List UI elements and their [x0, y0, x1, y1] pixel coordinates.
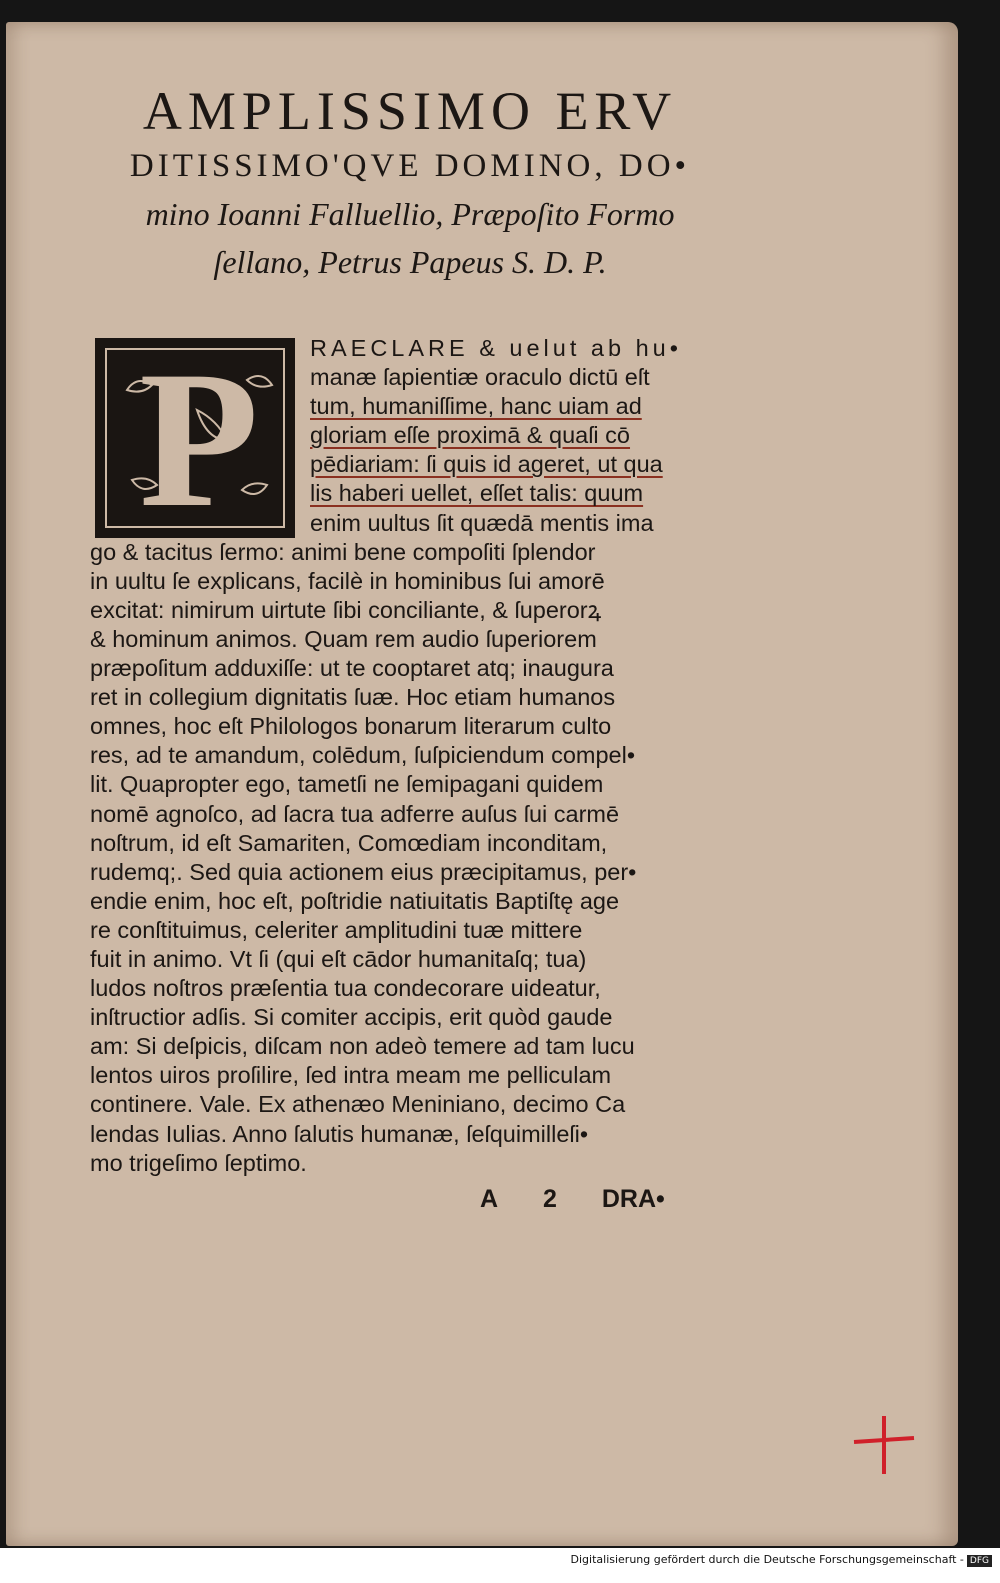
signature-number: 2: [543, 1185, 557, 1213]
dedication-body: [90, 331, 730, 1178]
text-line: rudemq;. Sed quia actionem eius præcipitamus, per•: [90, 858, 637, 885]
heading-line-2: DITISSIMO'QVE DOMINO, DO•: [129, 148, 691, 184]
text-line: excitat: nimirum uirtute ſibi conciliante, & ſuperorꝝ: [90, 596, 602, 623]
text-line: am: Si deſpicis, diſcam non adeò temere ad tam lucu: [90, 1033, 635, 1060]
text-line: endie enim, hoc eſt, poſtridie natiuitatis Baptiſtę age: [90, 887, 620, 914]
text-line: & hominum animos. Quam rem audio ſuperiorem: [90, 625, 597, 652]
text-line: lentos uiros proſilire, ſed intra meam me pelliculam: [90, 1062, 612, 1089]
initial-letter: P: [139, 331, 259, 548]
text-line: omnes, hoc eſt Philologos bonarum literarum culto: [90, 713, 612, 740]
credit-text: Digitalisierung gefördert durch die Deutsche Forschungsgemeinschaft -: [570, 1553, 964, 1566]
text-line: nomē agnoſco, ad ſacra tua adferre auſus ſui carmē: [90, 800, 620, 827]
text-line: RAECLARE & uelut ab hu•: [310, 335, 682, 361]
dedication-heading: [80, 80, 740, 286]
catchword: DRA•: [601, 1185, 665, 1213]
text-line: fuit in animo. Vt ſi (qui eſt cādor humanitaſq; tua): [90, 945, 587, 972]
text-line: re conſtituimus, celeriter amplitudini tuæ mittere: [90, 916, 583, 943]
text-line: lis haberi uellet, eſſet talis: quum: [310, 480, 644, 507]
text-line: pēdiariam: ſi quis id ageret, ut qua: [310, 451, 663, 478]
text-line: continere. Vale. Ex athenæo Meniniano, decimo Ca: [90, 1091, 626, 1118]
red-cross-mark-icon: [852, 1412, 916, 1476]
text-line: mo trigeſimo ſeptimo.: [90, 1149, 307, 1176]
signature-sheet: A: [480, 1185, 499, 1213]
text-line: res, ad te amandum, colēdum, ſuſpiciendum compel•: [90, 742, 636, 769]
digitization-credit: [571, 1553, 992, 1567]
text-line: præpoſitum adduxiſſe: ut te cooptaret atq; inaugura: [90, 655, 614, 682]
text-line: lendas Iulias. Anno ſalutis humanæ, ſeſquimilleſi•: [90, 1120, 589, 1147]
text-line: manæ ſapientiæ oraculo dictū eſt: [310, 364, 650, 391]
text-line: enim uultus ſit quædā mentis ima: [310, 509, 654, 536]
text-line: lit. Quapropter ego, tametſi ne ſemipagani quidem: [90, 771, 604, 798]
heading-line-3: mino Ioanni Falluellio, Præpoſito Formo: [145, 196, 675, 232]
text-line: go & tacitus ſermo: animi bene compoſiti ſplendor: [90, 538, 596, 565]
heading-line-4: ſellano, Petrus Papeus S. D. P.: [213, 244, 607, 280]
text-line: noſtrum, id eſt Samariten, Comœdiam inconditam,: [90, 829, 608, 856]
text-line: tum, humaniſſime, hanc uiam ad: [310, 393, 642, 420]
signature-mark: [480, 1185, 740, 1214]
text-line: ludos noſtros præſentia tua condecorare uideatur,: [90, 975, 601, 1002]
text-line: ret in collegium dignitatis ſuæ. Hoc etiam humanos: [90, 684, 616, 711]
text-line: gloriam eſſe proximā & quaſi cō: [310, 422, 631, 449]
text-line: inſtructior adſis. Si comiter accipis, erit quòd gaude: [90, 1004, 613, 1031]
heading-line-1: AMPLISSIMO ERV: [142, 81, 678, 141]
dfg-logo: DFG: [967, 1555, 992, 1567]
text-line: in uultu ſe explicans, facilè in hominibus ſui amorē: [90, 567, 605, 594]
